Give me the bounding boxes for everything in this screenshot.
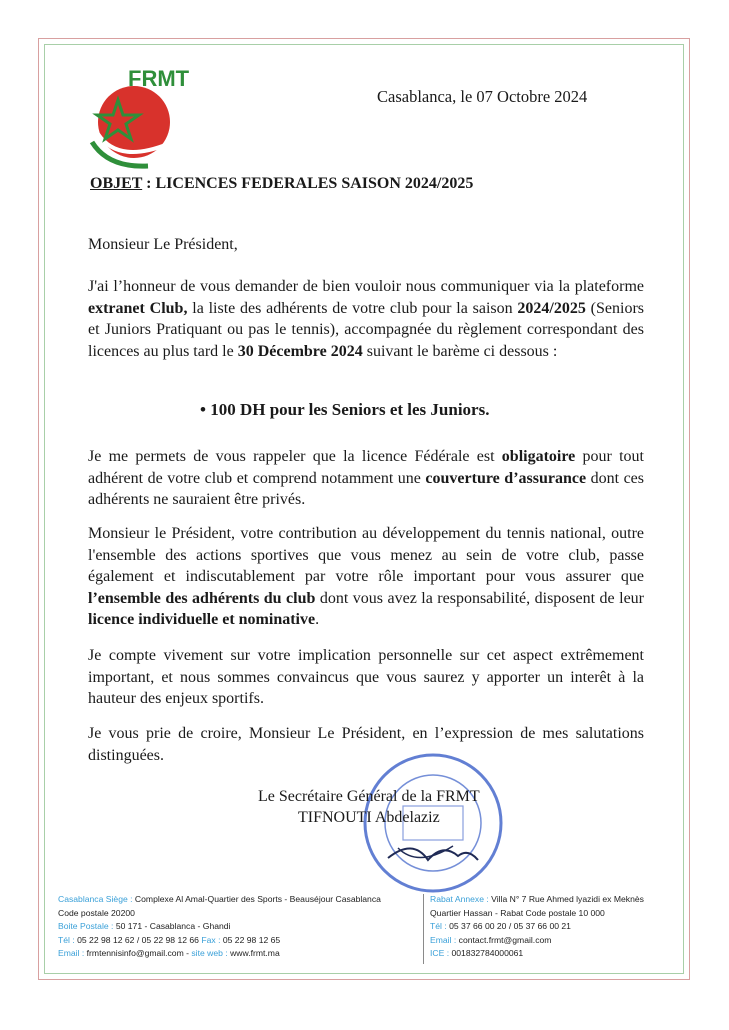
siege-code-postal: Code postale 20200 [58, 907, 135, 918]
fax-value: 05 22 98 12 65 [222, 934, 281, 945]
siege-label: Casablanca Siège : [58, 894, 135, 904]
bp-value: 50 171 - Casablanca - Ghandi [115, 921, 231, 932]
p2-text-a: Je me permets de vous rappeler que la licence Fédérale est [88, 448, 502, 465]
subject-title: LICENCES FEDERALES SAISON 2024/2025 [155, 175, 474, 192]
salutation: Monsieur Le Président, [88, 236, 238, 253]
p1-text-d: (Seniors et Juniors Pratiquant ou pas le tennis), accompagnée du règlement correspondant des licences au plus tard le [88, 299, 644, 360]
footer-divider [423, 894, 424, 964]
ice-label: ICE : [430, 948, 452, 959]
website-link[interactable]: www.frmt.ma [230, 948, 280, 959]
p2-text-d: dont ces adhérents ne sauraient être privés. [88, 469, 645, 508]
subject-separator: : [142, 175, 156, 192]
p1-date: 30 Décembre 2024 [237, 342, 363, 360]
signatory-name: TIFNOUTI Abdelaziz [297, 809, 440, 826]
p1-text-a: J'ai l’honneur de vous demander de bien vouloir nous communiquer via la plateforme [88, 278, 644, 295]
signatory-title: Le Secrétaire Général de la FRMT [258, 788, 480, 805]
subject-line [90, 175, 473, 193]
p2-text-c: pour tout adhérent de votre club et comprend notamment une [88, 448, 644, 487]
ice-value: 001832784000061 [451, 948, 524, 959]
tel-value: 05 22 98 12 62 / 05 22 98 12 66 [77, 934, 202, 945]
paragraph-4: Je compte vivement sur votre implication personnelle sur cet aspect extrêmement important, et nous sommes convaincus que vous saurez y apporter un interêt à la hauteur des enjeux sportifs. [88, 647, 644, 707]
tarif-bullet: • 100 DH pour les Seniors et les Juniors. [200, 400, 490, 419]
annexe-address: Villa N° 7 Rue Ahmed lyazidi ex Meknès [491, 894, 644, 904]
paragraph-5: Je vous prie de croire, Monsieur Le Président, en l’expression de mes salutations distinguées. [88, 725, 644, 764]
email-label: Email : [58, 948, 87, 959]
annexe-quartier: Quartier Hassan - Rabat Code postale 10 000 [430, 907, 605, 918]
paragraph-2 [88, 446, 644, 511]
p2-couverture: couverture d’assurance [425, 469, 587, 487]
p3-ensemble: l’ensemble des adhérents du club [88, 589, 316, 607]
paragraph-1 [88, 276, 644, 362]
date-line: Casablanca, le 07 Octobre 2024 [377, 87, 588, 106]
p3-text-c: dont vous avez la responsabilité, disposent de leur [315, 589, 644, 607]
web-label: site web : [191, 948, 231, 959]
p2-obligatoire: obligatoire [501, 448, 576, 465]
p1-extranet: extranet Club, [88, 299, 188, 317]
p1-text-c: la liste des adhérents de votre club pour la saison [187, 299, 518, 317]
paragraph-3 [88, 523, 644, 631]
annexe-tel-value: 05 37 66 00 20 / 05 37 66 00 21 [449, 921, 571, 932]
subject-label: OBJET [90, 175, 143, 192]
siege-address: Complexe Al Amal-Quartier des Sports - Beauséjour Casablanca [134, 894, 381, 904]
p3-text-a: Monsieur le Président, votre contribution au développement du tennis national, outre l'ensemble des actions sportives que vous menez au sein de votre club, passe également et indiscutablement par votre rôle important pour vous assurer que [88, 525, 644, 585]
annexe-tel-label: Tél : [430, 921, 450, 932]
footer-right [430, 893, 685, 961]
annexe-label: Rabat Annexe : [430, 894, 492, 904]
annexe-email-label: Email : [430, 934, 459, 945]
email-link[interactable]: frmtennisinfo@gmail.com - [86, 948, 192, 959]
fax-label: Fax : [201, 934, 223, 945]
frmt-logo [78, 64, 190, 176]
p1-saison: 2024/2025 [517, 299, 586, 317]
tel-label: Tél : [58, 934, 78, 945]
annexe-email-link[interactable]: contact.frmt@gmail.com [458, 934, 552, 945]
p3-text-d: . [315, 611, 320, 628]
signature-block [258, 786, 480, 828]
footer-left [58, 893, 422, 961]
logo-wordmark: FRMT [128, 66, 190, 91]
p1-text-e: suivant le barème ci dessous : [362, 342, 558, 360]
bp-label: Boite Postale : [58, 921, 116, 932]
p3-licence: licence individuelle et nominative [88, 611, 316, 628]
